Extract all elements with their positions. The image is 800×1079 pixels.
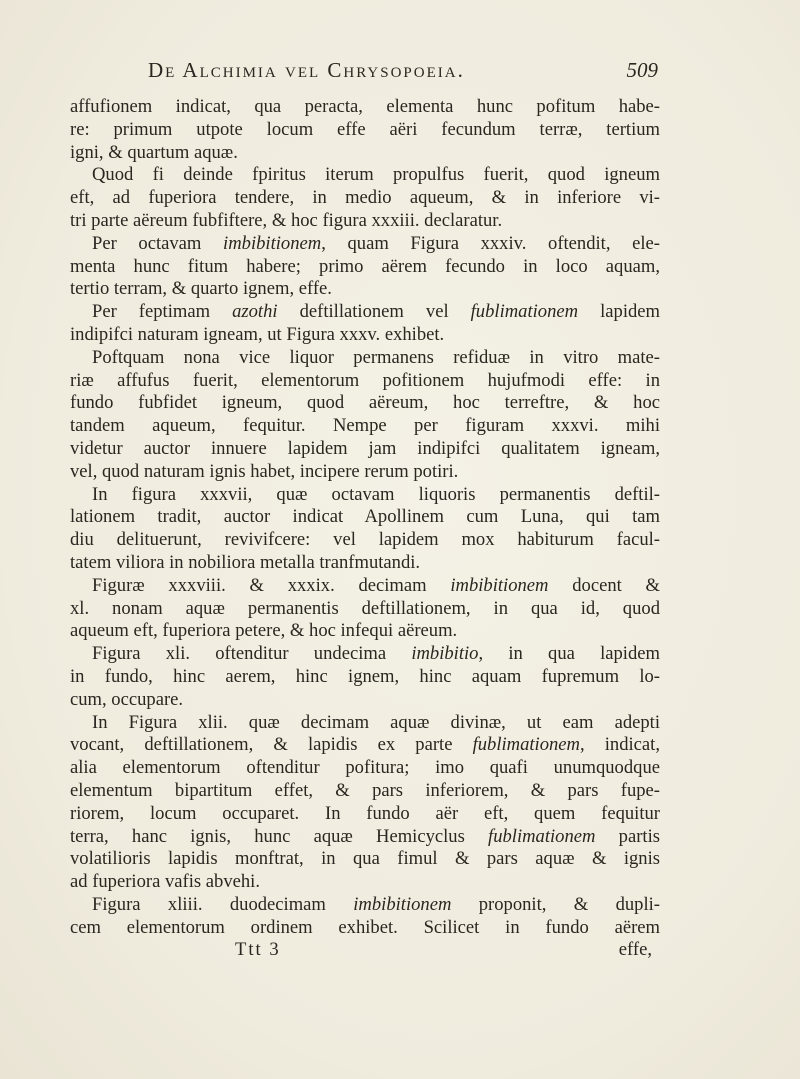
text-segment: Per octavam [92, 232, 224, 254]
running-head: De Alchimia vel Chrysopoeia. [148, 58, 465, 82]
text-line: tandem aqueum, fequitur. Nempe per figuram xxxvi. mihi [70, 415, 660, 437]
text-segment: terra, hanc ignis, hunc aquæ Hemicyclus [70, 825, 489, 847]
text-line: Poftquam nona vice liquor permanens refiduæ in vitro mate- [92, 346, 660, 368]
text-line: In Figura xlii. quæ decimam aquæ divinæ, ut eam adepti [92, 711, 660, 733]
text-segment: , in qua lapidem [478, 643, 660, 665]
text-segment: Figura xli. oftenditur undecima [92, 643, 412, 665]
italic-term: imbibitionem [223, 232, 322, 254]
page-header [148, 58, 658, 92]
text-line: alia elementorum oftenditur pofitura; imo quafi unumquodque [70, 757, 660, 779]
text-segment: Per feptimam [92, 301, 233, 323]
text-line: eft, ad fuperiora tendere, in medio aqueum, & in inferiore vi- [70, 187, 660, 209]
text-line [70, 643, 660, 666]
text-segment: , quam Figura xxxiv. oftendit, ele- [321, 232, 660, 254]
italic-term: imbibitio [411, 643, 479, 665]
text-segment: Figuræ xxxviii. & xxxix. decimam [92, 574, 451, 596]
italic-term: imbibitionem [450, 574, 549, 596]
text-segment: deftillationem vel [277, 301, 471, 323]
text-segment: , indicat, [580, 734, 661, 756]
text-line: indipifci naturam igneam, ut Figura xxxv. exhibet. [70, 323, 445, 345]
signature-mark: Ttt 3 [235, 939, 281, 961]
italic-term: fublimationem [472, 734, 580, 756]
text-line: igni, & quartum aquæ. [70, 141, 238, 163]
catchword: effe, [618, 939, 652, 961]
text-line: cum, occupare. [70, 688, 184, 710]
footer-line [70, 939, 660, 962]
text-line: tri parte aëreum fubfiftere, & hoc figura xxxiii. declaratur. [70, 209, 503, 231]
page-number: 509 [626, 58, 658, 82]
text-line: riorem, locum occuparet. In fundo aër eft, quem fequitur [70, 802, 660, 824]
italic-term: fublimationem [488, 825, 596, 847]
italic-term: azothi [232, 301, 278, 323]
text-line: In figura xxxvii, quæ octavam liquoris permanentis deftil- [92, 483, 660, 505]
text-line: aqueum eft, fuperiora petere, & hoc infequi aëreum. [70, 620, 458, 642]
text-line: cem elementorum ordinem exhibet. Scilicet in fundo aërem [70, 916, 660, 938]
text-line: volatilioris lapidis monftrat, in qua fimul & pars aquæ & ignis [70, 848, 660, 870]
italic-term: imbibitionem [353, 893, 452, 915]
text-line [70, 233, 660, 256]
text-line: fundo fubfidet igneum, quod aëreum, hoc terreftre, & hoc [70, 392, 660, 414]
text-line [70, 301, 660, 324]
text-line: tertio terram, & quarto ignem, effe. [70, 278, 332, 300]
text-line: Quod fi deinde fpiritus iterum propulfus fuerit, quod igneum [92, 164, 660, 186]
text-segment: vocant, deftillationem, & lapidis ex parte [70, 734, 473, 756]
text-segment: Figura xliii. duodecimam [92, 893, 354, 915]
italic-term: fublimationem [470, 301, 579, 323]
text-line: riæ affufus fuerit, elementorum pofitionem hujufmodi effe: in [70, 369, 660, 391]
body-text [70, 96, 660, 962]
text-line: affufionem indicat, qua peracta, elementa hunc pofitum habe- [70, 96, 660, 117]
text-line: videtur auctor innuere lapidem jam indipifci qualitatem igneam, [70, 437, 660, 459]
text-line [70, 575, 660, 598]
text-line: elementum bipartitum effet, & pars inferiorem, & pars fupe- [70, 779, 660, 801]
text-segment: partis [595, 825, 660, 847]
text-line [70, 734, 660, 757]
text-line [70, 894, 660, 917]
text-line: tatem viliora in nobiliora metalla tranfmutandi. [70, 551, 421, 573]
text-line: ad fuperiora vafis abvehi. [70, 871, 260, 893]
text-line [70, 826, 660, 849]
text-line: re: primum utpote locum effe aëri fecundum terræ, tertium [70, 118, 660, 140]
text-line: menta hunc fitum habere; primo aërem fecundo in loco aquam, [70, 255, 660, 277]
text-segment: docent & [548, 574, 660, 596]
text-segment: lapidem [578, 301, 660, 323]
text-line: diu delituerunt, revivifcere: vel lapidem mox habiturum facul- [70, 529, 660, 551]
text-line: in fundo, hinc aerem, hinc ignem, hinc aquam fupremum lo- [70, 665, 660, 687]
text-line: xl. nonam aquæ permanentis deftillationem, in qua id, quod [70, 597, 660, 619]
text-line: vel, quod naturam ignis habet, incipere rerum potiri. [70, 460, 459, 482]
text-line: lationem tradit, auctor indicat Apollinem cum Luna, qui tam [70, 506, 660, 528]
text-segment: proponit, & dupli- [451, 893, 661, 915]
